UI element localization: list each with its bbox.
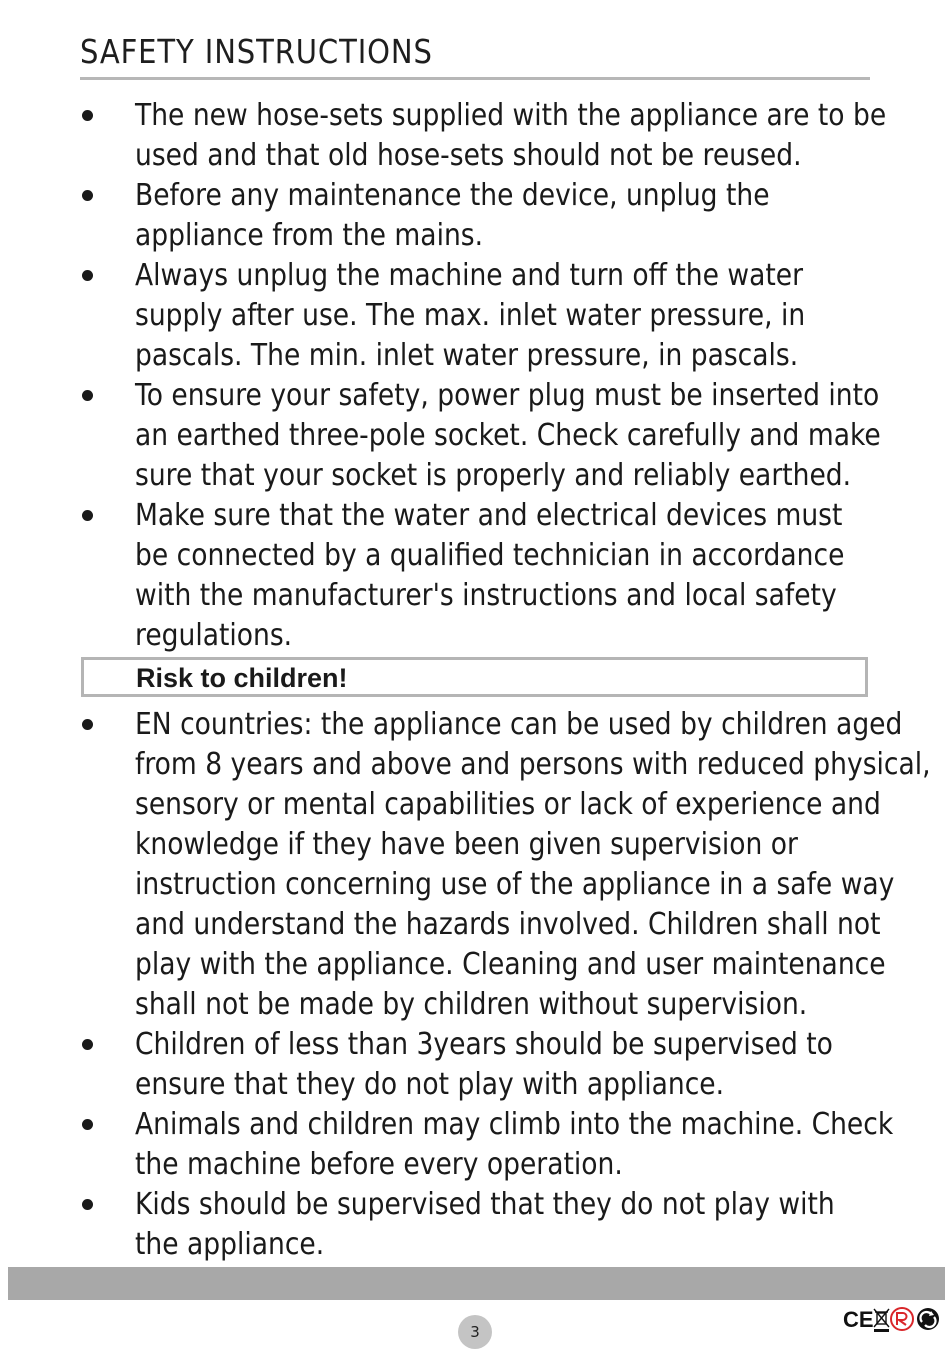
list-item-text: EN countries: the appliance can be used by children aged from 8 years and above and persons with reduced physical, sensory or mental capabilities or lack of experience and knowledge if they have been given supervision or instruction concerning use of the appliance in a safe way and understand the hazards involved. Children shall not play with the appliance. Cleaning and user maintenance shall not be made by children without supervision. — [135, 707, 931, 1022]
bullet-icon — [82, 1199, 93, 1210]
bullet-icon — [82, 190, 93, 201]
children-list — [0, 705, 950, 1265]
bullet-icon — [82, 110, 93, 121]
list-item — [0, 96, 950, 176]
list-item — [0, 256, 950, 376]
bullet-icon — [82, 1039, 93, 1050]
list-item — [0, 1025, 950, 1105]
footer-bar — [8, 1267, 945, 1300]
certification-marks — [842, 1305, 942, 1333]
bullet-icon — [82, 510, 93, 521]
safety-list — [0, 96, 950, 656]
weee-bin-icon — [874, 1309, 889, 1332]
list-item-text: Children of less than 3years should be supervised to ensure that they do not play with appliance. — [135, 1027, 833, 1102]
recycle-icon — [917, 1308, 939, 1330]
page-number: 3 — [458, 1315, 492, 1349]
risk-heading-box — [81, 657, 868, 697]
bullet-icon — [82, 1119, 93, 1130]
list-item — [0, 1105, 950, 1185]
list-item-text: Make sure that the water and electrical devices must be connected by a qualified technician in accordance with the manufacturer's instructions and local safety regulations. — [135, 498, 845, 653]
rcm-mark-icon — [891, 1308, 913, 1330]
list-item-text: Animals and children may climb into the machine. Check the machine before every operation. — [135, 1107, 894, 1182]
bullet-icon — [82, 390, 93, 401]
list-item — [0, 176, 950, 256]
list-item — [0, 705, 950, 1025]
bullet-icon — [82, 719, 93, 730]
bullet-icon — [82, 270, 93, 281]
list-item-text: Before any maintenance the device, unplug the appliance from the mains. — [135, 178, 770, 253]
list-item — [0, 1185, 950, 1265]
ce-mark-icon: CE — [843, 1307, 874, 1332]
list-item-text: To ensure your safety, power plug must be inserted into an earthed three-pole socket. Check carefully and make sure that your socket is properly and reliably earthed. — [135, 378, 881, 493]
list-item-text: Always unplug the machine and turn off the water supply after use. The max. inlet water pressure, in pascals. The min. inlet water pressure, in pascals. — [135, 258, 806, 373]
list-item-text: The new hose-sets supplied with the appliance are to be used and that old hose-sets should not be reused. — [135, 98, 887, 173]
title-divider — [80, 77, 870, 80]
page-title: SAFETY INSTRUCTIONS — [80, 32, 433, 71]
list-item — [0, 496, 950, 656]
list-item — [0, 376, 950, 496]
list-item-text: Kids should be supervised that they do not play with the appliance. — [135, 1187, 835, 1262]
risk-heading: Risk to children! — [136, 663, 348, 693]
